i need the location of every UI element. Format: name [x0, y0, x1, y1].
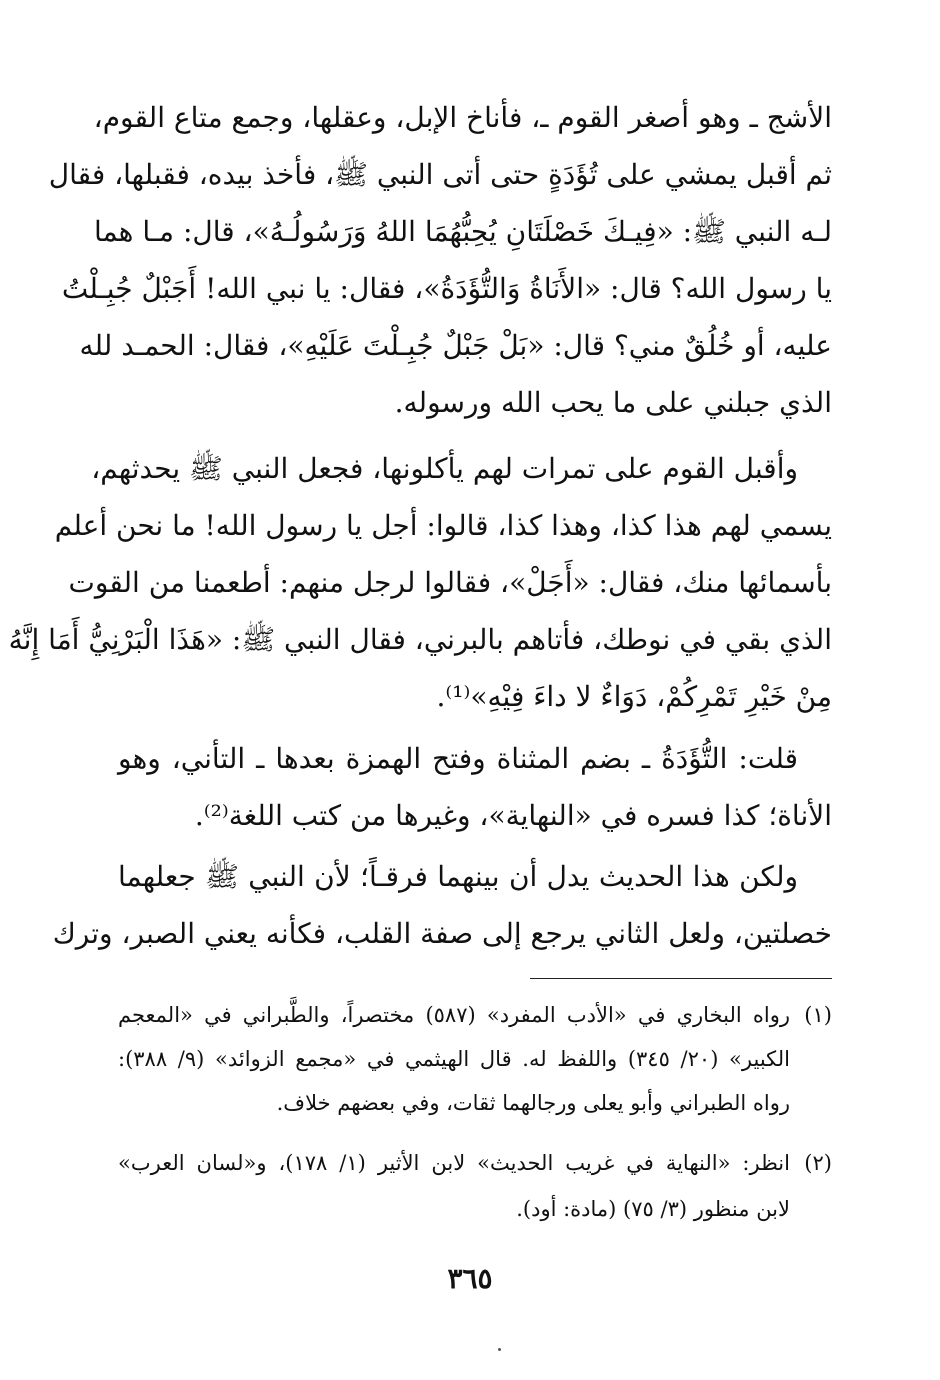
- footnote-line: رواه الطبراني وأبو يعلى ورجالهما ثقات، وفي بعضهم خلاف.: [276, 1091, 790, 1115]
- text-line: عليه، أو خُلُقٌ مني؟ قال: «بَلْ جَبْلٌ جُبِـلْتَ عَلَيْهِ»، فقال: الحمـد لله: [79, 329, 832, 362]
- page-number: ٣٦٥: [447, 1262, 493, 1295]
- text-line: مِنْ خَيْرِ تَمْرِكُمْ، دَوَاءٌ لا داءَ فِيْهِ»⁽¹⁾.: [436, 680, 832, 713]
- text-line: الأشج ـ وهو أصغر القوم ـ، فأناخ الإبل، وعقلها، وجمع متاع القوم،: [93, 101, 832, 134]
- footnote-number: (١): [804, 1003, 832, 1027]
- footnote-line: [118, 1000, 832, 1030]
- text-line: ولكن هذا الحديث يدل أن بينهما فرقـاً؛ لأن النبي ﷺ جعلهما: [118, 860, 798, 893]
- footnote-line: الكبير» (٢٠/ ٣٤٥) واللفظ له. قال الهيثمي في «مجمع الزوائد» (٩/ ٣٨٨):: [118, 1047, 790, 1071]
- text-line: بأسمائها منك، فقال: «أَجَلْ»، فقالوا لرجل منهم: أطعمنا من القوت: [68, 566, 832, 599]
- text-line: يا رسول الله؟ قال: «الأَنَاةُ وَالتُّؤَدَةُ»، فقال: يا نبي الله! أَجَبْلٌ جُبِـلْتُ: [61, 272, 832, 305]
- footnote-text: انظر: «النهاية في غريب الحديث» لابن الأثير (١/ ١٧٨)، و«لسان العرب»: [118, 1151, 790, 1175]
- footnote-line: [118, 1148, 832, 1178]
- text-line: يسمي لهم هذا كذا، وهذا كذا، قالوا: أجل يا رسول الله! ما نحن أعلم: [54, 509, 832, 542]
- text-line: الذي جبلني على ما يحب الله ورسوله.: [394, 386, 832, 419]
- scan-speck: [498, 1348, 501, 1351]
- text-line: وأقبل القوم على تمرات لهم يأكلونها، فجعل النبي ﷺ يحدثهم،: [91, 452, 798, 485]
- footnote-line: لابن منظور (٣/ ٧٥) (مادة: أود).: [516, 1197, 790, 1221]
- footnote-number: (٢): [804, 1151, 832, 1175]
- text-line: خصلتين، ولعل الثاني يرجع إلى صفة القلب، فكأنه يعني الصبر، وترك: [52, 917, 832, 950]
- text-line: ثم أقبل يمشي على تُؤَدَةٍ حتى أتى النبي ﷺ، فأخذ بيده، فقبلها، فقال: [48, 158, 832, 191]
- footnote-text: رواه البخاري في «الأدب المفرد» (٥٨٧) مختصراً، والطَّبراني في «المعجم: [118, 1003, 790, 1027]
- text-line: الأناة؛ كذا فسره في «النهاية»، وغيرها من كتب اللغة⁽²⁾.: [194, 799, 832, 832]
- text-line: قلت: التُّؤَدَةُ ـ بضم المثناة وفتح الهمزة بعدها ـ التأني، وهو: [118, 742, 798, 775]
- text-line: لـه النبي ﷺ: «فِيـكَ خَصْلَتَانِ يُحِبُّهُمَا اللهُ وَرَسُولُـهُ»، قال: مـا هما: [93, 215, 832, 248]
- footnote-separator: [530, 978, 832, 979]
- text-line: الذي بقي في نوطك، فأتاهم بالبرني، فقال النبي ﷺ: «هَذَا الْبَرْنِيُّ أَمَا إِنَّهُ: [8, 623, 832, 656]
